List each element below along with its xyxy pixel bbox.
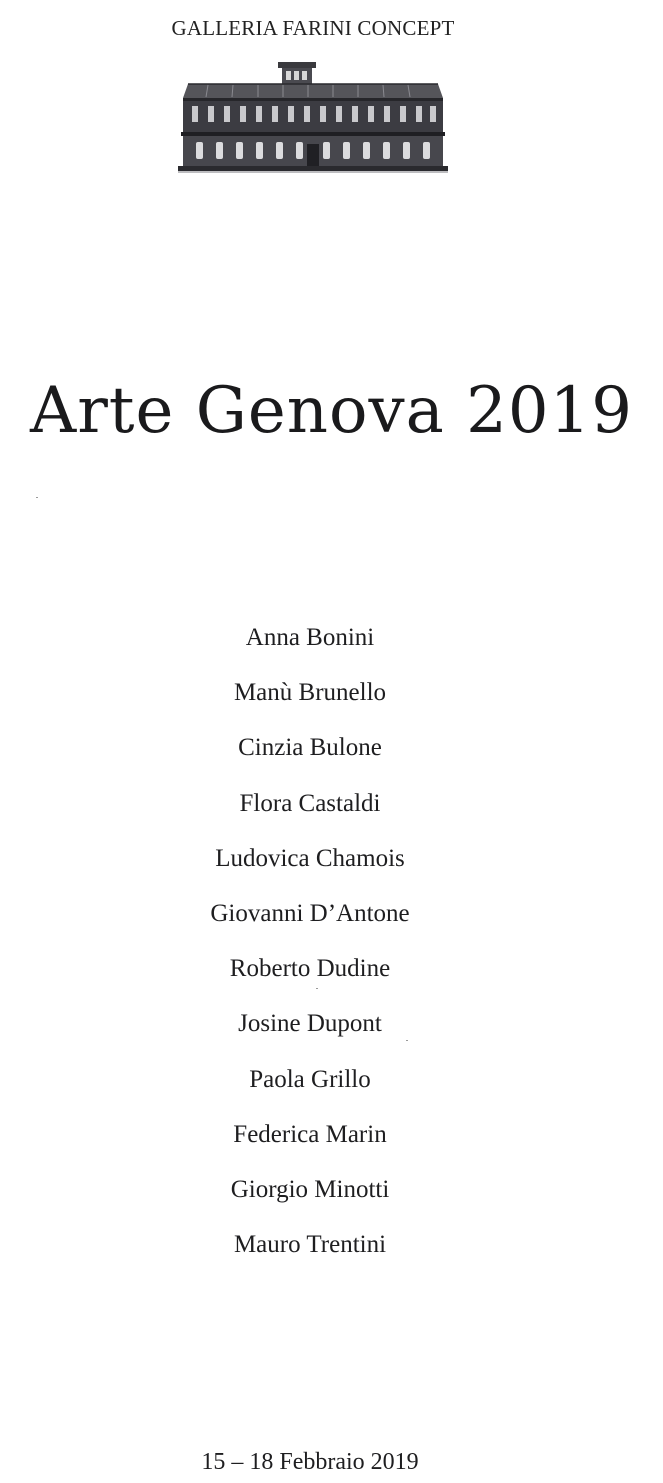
artist-name: Giorgio Minotti: [230, 1175, 390, 1203]
palazzo-building-icon: [178, 60, 448, 174]
scan-speck: [406, 1040, 408, 1041]
artist-name: Josine Dupont: [238, 1010, 382, 1038]
artist-name: Anna Bonini: [245, 624, 375, 651]
gallery-name: GALLERIA FARINI CONCEPT: [171, 16, 455, 40]
exhibition-dates: 15 – 18 Febbraio 2019: [201, 1449, 419, 1475]
scan-speck: [316, 988, 318, 989]
exhibition-title: Arte Genova 2019: [29, 374, 634, 448]
artist-name: Federica Marin: [233, 1120, 387, 1148]
scan-speck: [36, 497, 38, 498]
artist-name: Mauro Trentini: [233, 1231, 387, 1259]
artist-list: [0, 623, 620, 1285]
artist-name: Manù Brunello: [233, 679, 387, 707]
artist-name: Giovanni D’Antone: [210, 899, 410, 927]
artist-name: Roberto Dudine: [229, 955, 391, 983]
artist-name: Paola Grillo: [249, 1065, 371, 1093]
artist-name: Cinzia Bulone: [238, 734, 382, 762]
artist-name: Ludovica Chamois: [215, 844, 405, 872]
artist-name: Flora Castaldi: [239, 789, 381, 817]
